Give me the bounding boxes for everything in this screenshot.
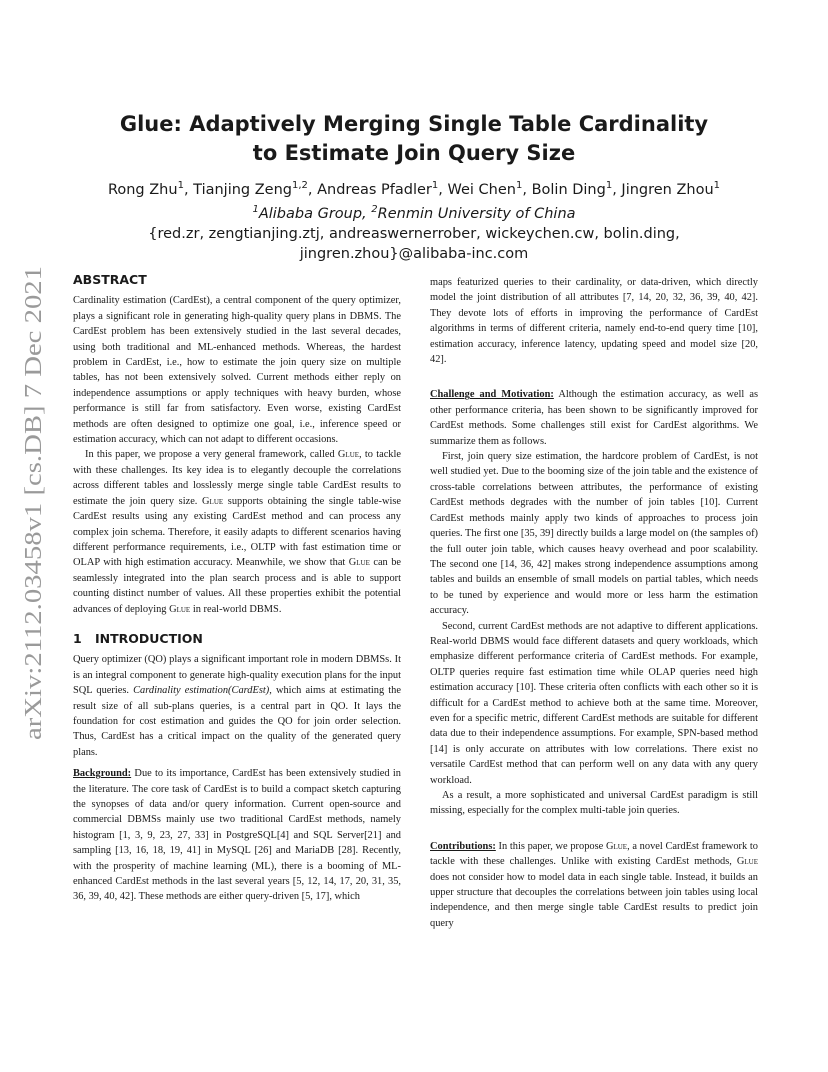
abstract-heading: ABSTRACT: [73, 272, 147, 287]
author-sup: 1,2: [291, 180, 308, 191]
abstract-paragraph-1: Cardinality estimation (CardEst), a central component of the query optimizer, plays a significant role in generating high-quality query plans in DBMS. The CardEst problem has been extensively studied in the last several decades, using both traditional and ML-enhanced methods. Whereas, the hardest problem in CardEst, i.e., how to estimate the join query size on multiple tables, has not been extensively solved. Current methods either reply on independence assumptions or apply techniques with heavy burden, whose performance is still far from satisfactory. Even worse, existing CardEst methods are often designed to optimize one goal, i.e., inference speed or estimation accuracy, which can not adapt to different occasions.: [73, 295, 401, 446]
arxiv-stamp: [14, 262, 50, 740]
title-line-1: Glue: Adaptively Merging Single Table Cardinality: [119, 112, 709, 136]
emphasis: Cardinality estimation(CardEst): [133, 685, 270, 697]
section-number: 1: [73, 630, 82, 646]
first-challenge-paragraph: First, join query size estimation, the hardcore problem of CardEst, is not well studied yet. Due to the booming size of the join table and the existence of cross-table correlations between attributes, the performance of existing CardEst methods degrades with the number of join tables [10]. Current CardEst methods mainly apply two kinds of approaches to process join queries. The first one [35, 39] directly builds a large model on (the samples of) the full outer join table, which causes heavy overhead and poor scalability. The second one [14, 36, 42] makes strong independence assumptions among tables and builds an ensemble of small models on partial tables, which needs to be tuned by experience and would more or less harm the estimation accuracy.: [430, 451, 758, 617]
author-sup: 1: [713, 180, 721, 191]
glue-name: Glue: [605, 840, 628, 852]
second-challenge-paragraph: Second, current CardEst methods are not adaptive to different applications. Real-world DBMS would face different datasets and query workloads, which emphasize different performance criteria of CardEst methods. For example, OLTP queries require fast estimation time while OLAP queries need high estimation accuracy [10]. These criteria often conflicts with each other so it is difficult for a CardEst method to achieve both at the same time. Moreover, even for a specific metric, different CardEst methods are suitable for different data due to their independence assumptions. For example, SPN-based method [14] is only accurate on attributes with low correlations. There exist no versatile CardEst method that can perform well on any data with any query workload.: [430, 620, 758, 786]
glue-name: Glue: [337, 449, 360, 461]
contributions-lead: Contributions:: [430, 840, 496, 852]
challenge-paragraph: Challenge and Motivation: Although the estimation accuracy, as well as other performance criteria, has been shown to be significantly improved for CardEst methods. Some challenges still exist for CardEst algorithms. We summarize them as follows.: [430, 389, 758, 447]
email-line-1: {red.zr, zengtianjing.ztj, andreaswernerrober, wickeychen.cw, bolin.ding,: [148, 225, 680, 242]
author: Tianjing Zeng: [193, 181, 292, 198]
author: Jingren Zhou: [621, 181, 714, 198]
affiliations: $^1$Alibaba Group, $^2$Renmin University of China: [252, 203, 576, 222]
background-paragraph: Background: Due to its importance, CardEst has been extensively studied in the literature. The core task of CardEst is to build a compact sketch capturing the synopses of data and/or query information. Current open-source and commercial DBMSs mainly use two traditional CardEst methods, namely histogram [1, 3, 9, 23, 27, 33] in PostgreSQL[4] and SQL Server[21] and sampling [13, 16, 18, 19, 41] in MySQL [26] and MariaDB [28]. Recently, with the prosperity of machine learning (ML), there is a booming of ML-enhanced CardEst methods in the last several years [5, 12, 14, 17, 20, 31, 35, 36, 39, 40, 42]. These methods are either query-driven [5, 17], which: [73, 768, 401, 903]
continued-paragraph: maps featurized queries to their cardinality, or data-driven, which directly model the joint distribution of all attributes [7, 14, 20, 32, 36, 39, 40, 42]. They devote lots of efforts in improving the performance of CardEst algorithms in terms of different criteria, namely end-to-end query time [10], estimation accuracy, inference latency, updating speed and model size [20, 42].: [430, 277, 758, 366]
glue-name: Glue: [202, 495, 224, 507]
glue-name: Glue: [169, 603, 191, 615]
paper-title: [0, 110, 828, 168]
section-title: INTRODUCTION: [95, 630, 203, 646]
result-paragraph: As a result, a more sophisticated and universal CardEst paradigm is still missing, especially for the complex multi-table join queries.: [430, 790, 758, 817]
contributions-paragraph: Contributions: In this paper, we propose Glue, a novel CardEst framework to tackle with these challenges. Unlike with existing CardEst methods, Glue does not consider how to model data in each single table. Instead, it builds an upper structure that decouples the correlations between join tables using local independence, and then merge single table CardEst results to predict join query: [430, 840, 758, 929]
author-sup: 1: [431, 180, 439, 191]
left-column: [73, 272, 401, 905]
affiliation-1: Alibaba Group: [258, 205, 363, 222]
glue-name: Glue: [736, 856, 758, 868]
author-sup: 1: [605, 180, 613, 191]
arxiv-identifier: arXiv:2112.03458v1 [cs.DB] 7 Dec 2021: [20, 335, 47, 740]
author-sup: 1: [515, 180, 523, 191]
author: Wei Chen: [447, 181, 516, 198]
author: Bolin Ding: [531, 181, 606, 198]
introduction-heading: [73, 631, 401, 646]
title-line-2: to Estimate Join Query Size: [252, 141, 576, 165]
right-column: [430, 275, 758, 931]
author: Rong Zhu: [107, 181, 178, 198]
abstract-paragraph-2: In this paper, we propose a very general framework, called Glue, to tackle with these challenges. Its key idea is to elegantly decouple the correlations across different tables and losslessly merge single table CardEst results to estimate the join query size. Glue supports obtaining the single table-wise CardEst results using any existing CardEst method and can process any complex join schema. Therefore, it easily adapts to different scenarios having different performance requirements, i.e., OLTP with fast estimation time or OLAP with high estimation accuracy. Meanwhile, we show that Glue can be seamlessly integrated into the plan search process and is able to support counting distinct number of values. All these properties exhibit the potential advances of deploying Glue in real-world DBMS.: [73, 449, 402, 615]
challenge-lead: Challenge and Motivation:: [430, 389, 554, 401]
background-lead: Background:: [73, 768, 132, 780]
intro-paragraph-1: Query optimizer (QO) plays a significant important role in modern DBMSs. It is an integral component to generate high-quality execution plans for the input SQL queries. Cardinality estimation(CardEst), which aims at estimating the result size of all sub-plans queries, is a central part in QO. It lays the foundation for cost estimation and guides the QO for join order selection. Thus, CardEst has a critical impact on the quality of the generated query plans.: [73, 654, 401, 758]
author-list: Rong Zhu$^1$, Tianjing Zeng$^{1,2}$, Andreas Pfadler$^1$, Wei Chen$^1$, Bolin Ding$^1$, Jingren Zhou$^1$: [107, 180, 721, 198]
email-line-2: jingren.zhou}@alibaba-inc.com: [299, 245, 529, 262]
affiliation-2: Renmin University of China: [377, 205, 576, 222]
glue-name: Glue: [348, 557, 370, 569]
author-sup: 1: [177, 180, 184, 191]
author: Andreas Pfadler: [317, 181, 432, 198]
author-block: [0, 176, 828, 264]
